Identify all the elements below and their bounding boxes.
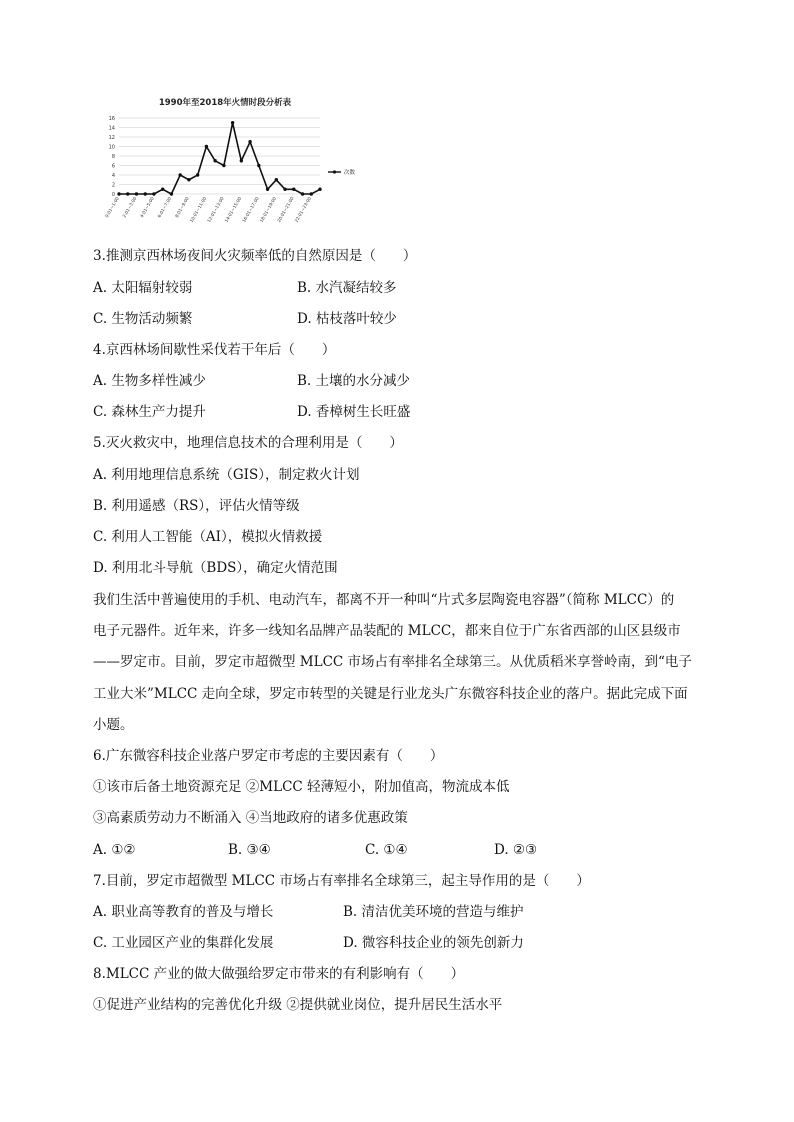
- q6-option-c: C. ①④: [365, 842, 408, 858]
- data-point: [135, 192, 138, 195]
- passage-line-1: 我们生活中普遍使用的手机、电动汽车，都离不开一种叫“片式多层陶瓷电容器”（简称 MLCC）的: [93, 592, 675, 608]
- data-point: [318, 188, 321, 191]
- x-tick-label: 12:01~13:00: [207, 196, 226, 224]
- y-tick-label: 14: [108, 125, 115, 132]
- q5-option-b: B. 利用遥感（RS），评估火情等级: [93, 498, 300, 514]
- x-tick-label: 4:01~5:00: [139, 196, 156, 219]
- q8-stem: 8.MLCC 产业的做大做强给罗定市带来的有利影响有（ ）: [93, 966, 465, 982]
- y-tick-label: 6: [111, 163, 115, 170]
- data-point: [196, 173, 199, 176]
- y-tick-label: 10: [108, 144, 115, 151]
- q6-option-b: B. ③④: [228, 842, 271, 858]
- q4-option-d: D. 香樟树生长旺盛: [297, 404, 411, 420]
- q5-stem: 5.灭火救灾中，地理信息技术的合理利用是（ ）: [93, 435, 403, 451]
- series-line: [119, 123, 320, 194]
- q4-stem: 4.京西林场间歇性采伐若干年后（ ）: [93, 342, 336, 358]
- data-point: [187, 178, 190, 181]
- y-tick-label: 8: [111, 154, 115, 160]
- data-point: [231, 121, 234, 124]
- data-point: [126, 192, 129, 195]
- q7-option-b: B. 清洁优美环境的营造与维护: [343, 904, 524, 920]
- data-point: [152, 192, 155, 195]
- x-tick-label: 18:01~19:00: [259, 196, 279, 224]
- data-point: [257, 164, 260, 167]
- fire-time-chart: [95, 88, 375, 233]
- data-point: [310, 192, 313, 195]
- q3-option-d: D. 枯枝落叶较少: [297, 311, 397, 327]
- q6-stem: 6.广东微容科技企业落户罗定市考虑的主要因素有（ ）: [93, 748, 444, 764]
- q8-statements-1: ①促进产业结构的完善优化升级 ②提供就业岗位，提升居民生活水平: [93, 997, 503, 1013]
- q6-statements-1: ①该市后备土地资源充足 ②MLCC 轻薄短小，附加值高，物流成本低: [93, 779, 510, 795]
- data-point: [144, 192, 147, 195]
- y-tick-label: 16: [108, 116, 115, 122]
- x-tick-label: 16:01~17:00: [242, 196, 261, 224]
- y-tick-label: 2: [111, 182, 115, 189]
- q7-option-a: A. 职业高等教育的普及与增长: [93, 904, 274, 920]
- q4-option-c: C. 森林生产力提升: [93, 404, 206, 420]
- q5-option-d: D. 利用北斗导航（BDS），确定火情范围: [93, 560, 338, 576]
- data-point: [301, 192, 304, 195]
- x-tick-label: 2:01~3:00: [122, 196, 139, 219]
- q3-option-b: B. 水汽凝结较多: [297, 280, 397, 296]
- x-tick-label: 6:01~7:00: [157, 196, 174, 219]
- legend-label: 次数: [344, 170, 356, 176]
- q3-option-a: A. 太阳辐射较弱: [93, 280, 193, 296]
- passage-line-4: 工业大米”MLCC 走向全球，罗定市转型的关键是行业龙头广东微容科技企业的落户。据此完成下面: [93, 686, 688, 702]
- data-point: [170, 192, 173, 195]
- data-point: [178, 173, 181, 176]
- data-point: [213, 159, 216, 162]
- q7-stem: 7.目前，罗定市超微型 MLCC 市场占有率排名全球第三，起主导作用的是（ ）: [93, 873, 590, 889]
- data-point: [266, 188, 269, 191]
- data-point: [222, 164, 225, 167]
- legend-marker: [333, 170, 336, 173]
- q5-option-a: A. 利用地理信息系统（GIS），制定救火计划: [93, 467, 360, 483]
- passage-line-2: 电子元器件。近年来，许多一线知名品牌产品装配的 MLCC，都来自位于广东省西部的山区县级市: [93, 623, 681, 639]
- q5-option-c: C. 利用人工智能（AI），模拟火情救援: [93, 529, 323, 545]
- q6-option-d: D. ②③: [494, 842, 538, 858]
- q3-stem: 3.推测京西林场夜间火灾频率低的自然原因是（ ）: [93, 248, 417, 264]
- y-tick-label: 4: [111, 173, 115, 179]
- q7-option-d: D. 微容科技企业的领先创新力: [343, 935, 524, 951]
- data-point: [117, 192, 120, 195]
- passage-line-5: 小题。: [93, 717, 134, 733]
- x-tick-label: 14:01~15:00: [224, 196, 244, 224]
- y-tick-label: 0: [111, 192, 115, 198]
- x-tick-label: 0:01~1:00: [104, 196, 121, 219]
- q3-option-c: C. 生物活动频繁: [93, 311, 193, 327]
- x-tick-label: 8:01~9:00: [174, 196, 191, 219]
- q4-option-b: B. 土壤的水分减少: [297, 373, 411, 389]
- data-point: [292, 188, 295, 191]
- data-point: [248, 140, 251, 143]
- x-tick-label: 20:01~21:00: [276, 196, 296, 224]
- data-point: [161, 188, 164, 191]
- data-point: [205, 145, 208, 148]
- x-tick-label: 22:01~23:00: [294, 196, 313, 224]
- chart-svg: [95, 88, 375, 233]
- y-tick-label: 12: [108, 135, 115, 141]
- data-point: [275, 178, 278, 181]
- chart-title: 1990年至2018年火情时段分析表: [158, 98, 292, 108]
- data-point: [240, 159, 243, 162]
- q6-statements-2: ③高素质劳动力不断涌入 ④当地政府的诸多优惠政策: [93, 810, 408, 826]
- passage-line-3: ——罗定市。目前，罗定市超微型 MLCC 市场占有率排名全球第三。从优质稻米享誉岭南，到“电子: [93, 654, 692, 670]
- q4-option-a: A. 生物多样性减少: [93, 373, 206, 389]
- q7-option-c: C. 工业园区产业的集群化发展: [93, 935, 274, 951]
- data-point: [283, 188, 286, 191]
- x-tick-label: 10:01~11:00: [189, 196, 209, 224]
- q6-option-a: A. ①②: [93, 842, 136, 858]
